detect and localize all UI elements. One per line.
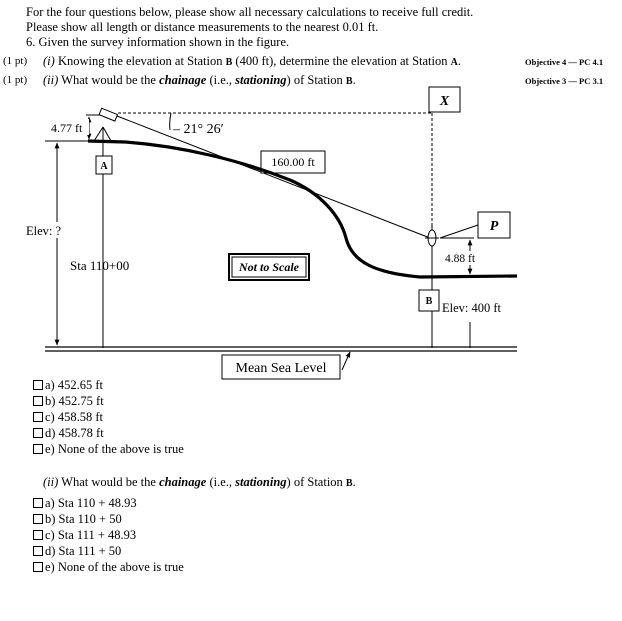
q2-station-b: B <box>345 76 353 87</box>
intro-line-2: Please show all length or distance measurements to the nearest 0.01 ft. <box>26 20 379 34</box>
p-label: P <box>489 219 499 234</box>
checkbox[interactable] <box>33 396 43 406</box>
checkbox[interactable] <box>33 444 43 454</box>
answer-2c[interactable] <box>33 527 184 543</box>
answer-text: c) 458.58 ft <box>45 410 103 424</box>
answer-1d[interactable] <box>33 425 184 441</box>
q2r-text-b: (i.e., <box>206 475 236 489</box>
q2r-text-d: . <box>352 475 356 489</box>
p-leader-line <box>440 225 478 238</box>
checkbox[interactable] <box>33 562 43 572</box>
answer-text: b) Sta 110 + 50 <box>45 512 122 526</box>
intro-line-1: For the four questions below, please show all necessary calculations to receive full credit. <box>26 5 474 19</box>
checkbox[interactable] <box>33 546 43 556</box>
checkbox[interactable] <box>33 514 43 524</box>
answer-2e[interactable] <box>33 559 184 575</box>
answer-text: d) Sta 111 + 50 <box>45 544 122 558</box>
distance-label: 160.00 ft <box>271 155 315 169</box>
q1-objective: Objective 4 — PC 4.1 <box>525 57 604 67</box>
answers-2 <box>33 495 184 575</box>
answer-text: c) Sta 111 + 48.93 <box>45 528 137 542</box>
answer-text: e) None of the above is true <box>45 560 184 574</box>
answer-2a[interactable] <box>33 495 184 511</box>
station-a-label: A <box>100 161 108 172</box>
station-label: Sta 110+00 <box>70 258 130 273</box>
q2-points: (1 pt) <box>3 74 28 86</box>
station-b-label: B <box>425 296 433 307</box>
hi-label: 4.77 ft <box>51 121 83 135</box>
answer-2d[interactable] <box>33 543 184 559</box>
q2r-number: (ii) <box>43 475 59 489</box>
answer-2b[interactable] <box>33 511 184 527</box>
q1-text-a: Knowing the elevation at Station <box>54 54 226 68</box>
msl-label: Mean Sea Level <box>235 361 327 376</box>
answer-text: d) 458.78 ft <box>45 426 104 440</box>
q2-text-a: What would be the <box>58 73 160 87</box>
q2-chainage: chainage <box>159 73 207 87</box>
q2-objective: Objective 3 — PC 3.1 <box>525 76 604 86</box>
q1-station-a: A <box>450 57 458 68</box>
answers-1 <box>33 377 184 457</box>
angle-label: – 21° 26′ <box>173 122 224 137</box>
elev-unknown-label: Elev: ? <box>26 224 62 238</box>
checkbox[interactable] <box>33 530 43 540</box>
q1-text-b: (400 ft), determine the elevation at Station <box>232 54 451 68</box>
angle-arc <box>170 113 171 130</box>
checkbox[interactable] <box>33 428 43 438</box>
answer-text: b) 452.75 ft <box>45 394 104 408</box>
question-6-heading: 6. Given the survey information shown in the figure. <box>26 35 290 49</box>
not-to-scale-label: Not to Scale <box>239 260 299 274</box>
q2r-text-c: ) of Station <box>286 475 346 489</box>
msl-pointer <box>342 352 350 370</box>
checkbox[interactable] <box>33 498 43 508</box>
answer-1b[interactable] <box>33 393 184 409</box>
checkbox[interactable] <box>33 380 43 390</box>
instrument-tripod <box>94 127 111 141</box>
slope-sight-line <box>117 116 430 238</box>
q2-text-d: . <box>352 73 356 87</box>
x-label: X <box>439 94 450 109</box>
answer-text: e) None of the above is true <box>45 442 184 456</box>
rod-label: 4.88 ft <box>445 253 476 265</box>
q2-number: (ii) <box>43 73 59 87</box>
answer-1e[interactable] <box>33 441 184 457</box>
q2-text-b: (i.e., <box>206 73 236 87</box>
instrument-telescope <box>99 108 117 121</box>
q2r-text-a: What would be the <box>58 475 160 489</box>
answer-text: a) Sta 110 + 48.93 <box>45 496 137 510</box>
q2r-station-b: B <box>345 478 353 489</box>
checkbox[interactable] <box>33 412 43 422</box>
q1-text-c: . <box>457 54 461 68</box>
q2r-chainage: chainage <box>159 475 207 489</box>
q2-text-c: ) of Station <box>286 73 346 87</box>
q1-points: (1 pt) <box>3 55 28 67</box>
answer-1c[interactable] <box>33 409 184 425</box>
q2-stationing: stationing <box>235 73 287 87</box>
answer-text: a) 452.65 ft <box>45 378 103 392</box>
q1-number: (i) <box>43 54 55 68</box>
q2r-stationing: stationing <box>235 475 287 489</box>
q2-repeat-text <box>43 475 356 491</box>
q1-station-b: B <box>225 57 233 68</box>
answer-1a[interactable] <box>33 377 184 393</box>
elev-b-label: Elev: 400 ft <box>442 301 502 315</box>
